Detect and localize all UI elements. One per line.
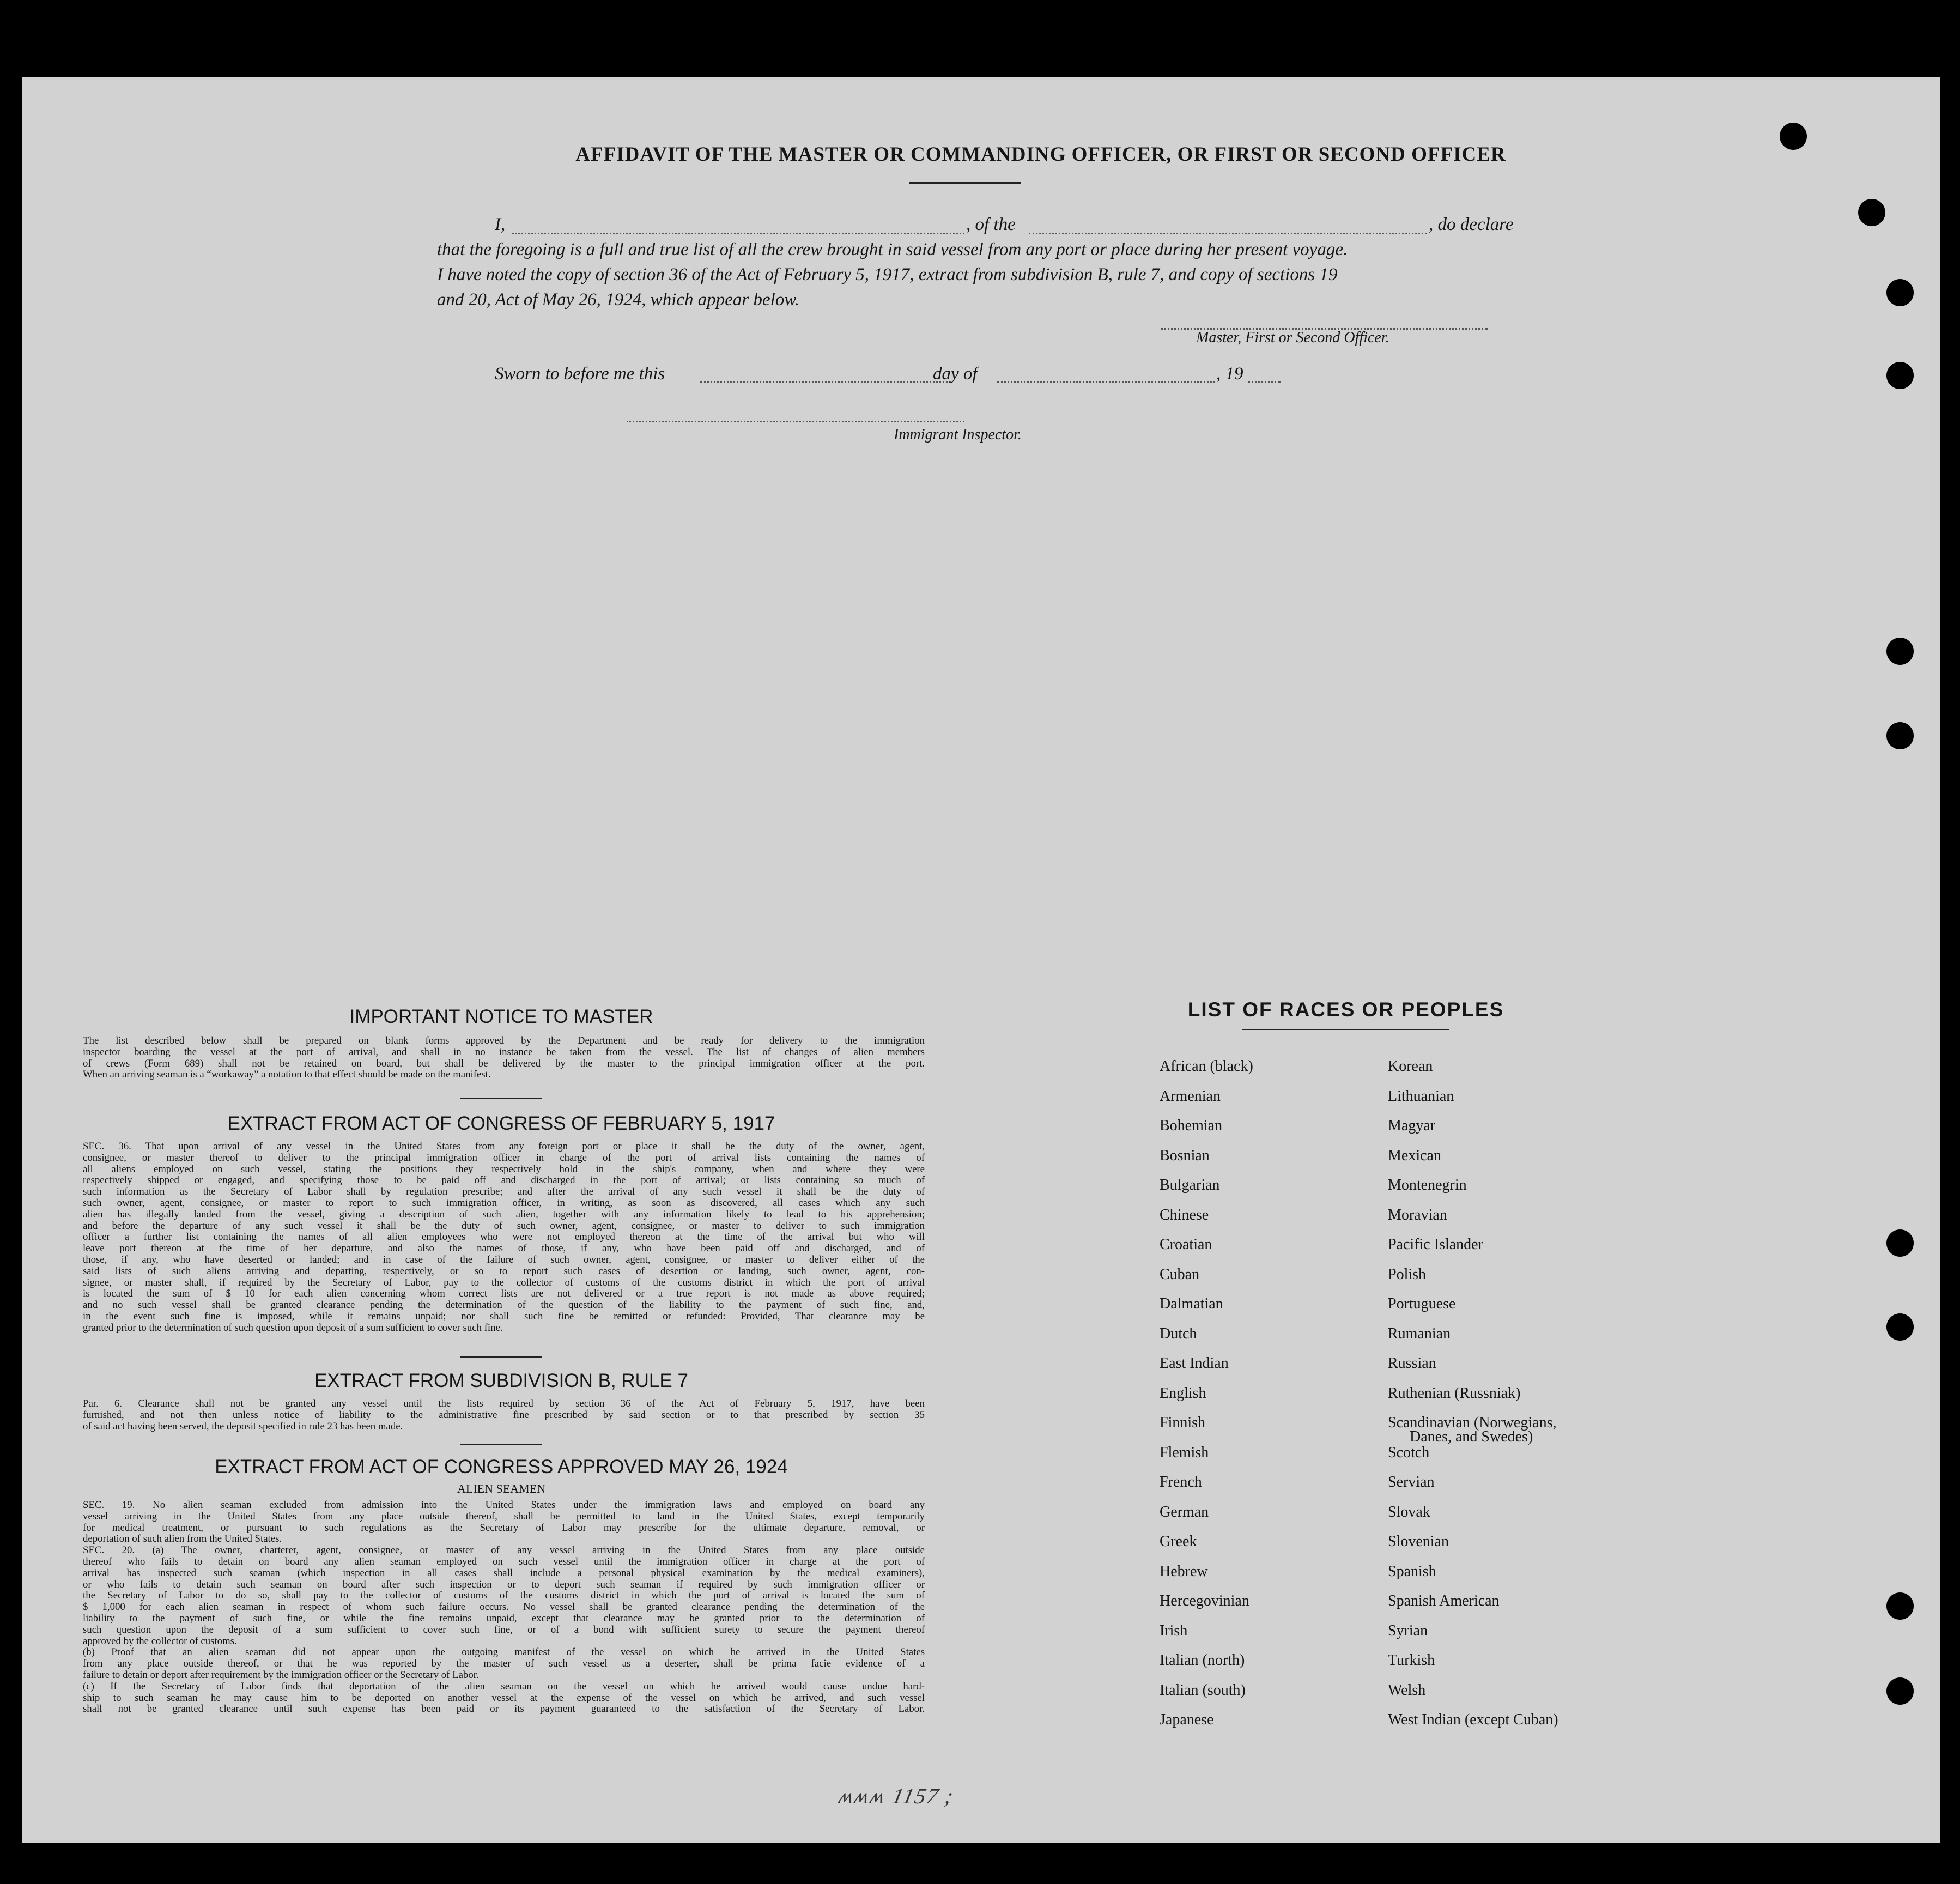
sworn-day-of-label: day of <box>933 364 978 384</box>
text-line: such owner, agent, consignee, or master to report to such immigration officer, in writing, as soon as discovered, all cases which any such <box>83 1197 925 1209</box>
sworn-month-field[interactable] <box>997 381 1215 383</box>
declarant-name-field[interactable] <box>512 233 964 234</box>
race-item: Polish <box>1388 1265 1427 1283</box>
do-declare-label: , do declare <box>1429 215 1514 234</box>
race-item: Finnish <box>1160 1414 1206 1431</box>
sworn-year-label: , 19 <box>1216 364 1243 384</box>
text-line: granted prior to the determination of such question upon deposit of a sum sufficient to cover such fine. <box>83 1322 503 1334</box>
text-line: respectively shipped or engaged, and specifying those to be paid off and discharged in the port of arrival; or lists containing so much of <box>83 1174 925 1186</box>
text-line: is located the sum of $ 10 for each alien concerning whom correct lists are not delivered or a true report is not made as above required; <box>83 1288 925 1300</box>
sworn-prefix: Sworn to before me this <box>495 364 665 384</box>
race-item: Italian (north) <box>1160 1652 1245 1669</box>
text-line: of said act having been served, the deposit specified in rule 23 has been made. <box>83 1420 403 1432</box>
race-item: African (black) <box>1160 1058 1253 1075</box>
race-item: Lithuanian <box>1388 1087 1454 1105</box>
race-item: Italian (south) <box>1160 1681 1246 1699</box>
extract-1917-title: EXTRACT FROM ACT OF CONGRESS OF FEBRUARY 5, 1917 <box>227 1113 775 1134</box>
races-column-2 <box>1388 1058 1558 1742</box>
sworn-year-field[interactable] <box>1248 381 1281 383</box>
text-line: thereof who fails to detain on board any alien seaman employed on such vessel until the immigration officer in charge at the port of <box>83 1555 925 1567</box>
race-item: French <box>1160 1474 1202 1491</box>
race-item: Turkish <box>1388 1652 1435 1669</box>
vessel-name-field[interactable] <box>1029 233 1427 234</box>
affidavit-title: AFFIDAVIT OF THE MASTER OR COMMANDING OFFICER, OR FIRST OR SECOND OFFICER <box>575 143 1506 166</box>
race-item: Greek <box>1160 1533 1197 1550</box>
race-item: Ruthenian (Russniak) <box>1388 1384 1521 1402</box>
form-page <box>22 77 1940 1843</box>
race-item: English <box>1160 1384 1206 1402</box>
text-line: and before the departure of any such vessel it shall be the duty of such owner, agent, consignee, or master to deliver to such immigration <box>83 1220 925 1232</box>
race-item: Flemish <box>1160 1444 1209 1461</box>
declaration-line-2: that the foregoing is a full and true list of all the crew brought in said vessel from any port or place during her present voyage. <box>437 240 1348 259</box>
punch-hole <box>1886 638 1914 665</box>
notice-line: When an arriving seaman is a “workaway” a notation to that effect should be made on the manifest. <box>83 1069 491 1081</box>
text-line: shall not be granted clearance until such expense has been paid or its payment guaranteed to the satisfaction of the Secretary of Labor. <box>83 1703 925 1715</box>
races-column-1 <box>1160 1058 1253 1742</box>
race-item: Servian <box>1388 1474 1435 1491</box>
punch-hole <box>1858 199 1885 226</box>
race-item: Armenian <box>1160 1087 1221 1105</box>
race-item: Magyar <box>1388 1117 1436 1134</box>
inspector-label: Immigrant Inspector. <box>894 426 1022 443</box>
notice-title: IMPORTANT NOTICE TO MASTER <box>349 1006 653 1027</box>
race-item: Irish <box>1160 1622 1188 1639</box>
race-item: Croatian <box>1160 1236 1212 1253</box>
race-item: East Indian <box>1160 1355 1229 1372</box>
extract-rule7-title: EXTRACT FROM SUBDIVISION B, RULE 7 <box>314 1370 688 1391</box>
notice-line: inspector boarding the vessel at the port of arrival, and shall in no instance be taken from the vessel. The list of changes of alien members <box>83 1046 925 1058</box>
scandinavian-continuation: Danes, and Swedes) <box>1410 1428 1533 1445</box>
extract-rule7-body <box>83 1398 925 1432</box>
extract-1917-body <box>83 1141 925 1334</box>
alien-seamen-subtitle: ALIEN SEAMEN <box>457 1482 545 1495</box>
punch-hole <box>1886 1592 1914 1620</box>
section-divider <box>460 1098 542 1099</box>
handwritten-note: ʍʍʍ 1157 ; <box>836 1784 957 1808</box>
declaration-line-3: I have noted the copy of section 36 of the Act of February 5, 1917, extract from subdivision B, rule 7, and copy of sections 19 <box>437 265 1338 284</box>
text-line: alien has illegally landed from the vessel, giving a description of such alien, together with any information likely to lead to his apprehension; <box>83 1208 925 1220</box>
text-line: or who fails to detain such seaman on board after such inspection or to deport such seaman if required by such immigration officer or <box>83 1578 925 1590</box>
text-line: failure to detain or deport after requirement by the immigration officer or the Secretary of Labor. <box>83 1669 479 1681</box>
text-line: arrival has inspected such seaman (which inspection in all cases shall include a personal physical examination by the medical examiners), <box>83 1567 925 1579</box>
text-line: approved by the collector of customs. <box>83 1635 237 1647</box>
text-line: such question upon the deposit of a sum sufficient to cover such fine, or of a bond with sufficient surety to secure the payment thereof <box>83 1623 925 1635</box>
race-item: Slovenian <box>1388 1533 1449 1550</box>
section-divider <box>460 1444 542 1445</box>
text-line: from any place outside thereof, or that he was reported by the master of such vessel as a deserter, shall be prima facie evidence of a <box>83 1658 925 1670</box>
race-item: Japanese <box>1160 1711 1214 1728</box>
punch-hole <box>1780 123 1807 150</box>
text-line: the Secretary of Labor to do so, shall pay to the collector of customs of the customs district in which the port of arrival is located the sum of <box>83 1590 925 1602</box>
race-item: Dutch <box>1160 1325 1197 1342</box>
text-line: leave port thereon at the time of her departure, and also the names of those, if any, who have been paid off and discharged, and of <box>83 1243 925 1255</box>
text-line: and no such vessel shall be granted clearance pending the determination of the question of the liability to the payment of such fine, and, <box>83 1299 925 1311</box>
text-line: SEC. 20. (a) The owner, charterer, agent, consignee, or master of any vessel arriving in the United States from any place outside <box>83 1544 925 1556</box>
text-line: $ 1,000 for each alien seaman in respect of whom such failure occurs. No vessel shall be granted clearance pending the determination of the <box>83 1601 925 1613</box>
text-line: (c) If the Secretary of Labor finds that deportation of the alien seaman on the vessel on which he arrived would cause undue hard- <box>83 1680 925 1692</box>
race-item: Montenegrin <box>1388 1177 1467 1194</box>
punch-hole <box>1886 1229 1914 1257</box>
text-line: said lists of such aliens arriving and departing, respectively, or so to report such cases of desertion or landing, such owner, agent, con- <box>83 1265 925 1277</box>
race-item: Mexican <box>1388 1147 1441 1164</box>
race-item: Scandinavian (Norwegians, <box>1388 1414 1557 1431</box>
race-item: Spanish <box>1388 1562 1436 1580</box>
declarant-prefix: I, <box>495 215 506 234</box>
text-line: furnished, and not then unless notice of liability to the administrative fine prescribed by said section or to that prescribed by section 35 <box>83 1409 925 1421</box>
race-item: Korean <box>1388 1058 1433 1075</box>
inspector-signature-field[interactable] <box>627 421 964 422</box>
race-item: Syrian <box>1388 1622 1428 1639</box>
punch-hole <box>1886 362 1914 389</box>
text-line: SEC. 36. That upon arrival of any vessel in the United States from any foreign port or place it shall be the duty of the owner, agent, <box>83 1141 925 1152</box>
title-underline <box>909 182 1021 184</box>
notice-line: of crews (Form 689) shall not be retained on board, but shall be delivered by the master to the principal immigration officer at the port. <box>83 1057 925 1069</box>
race-item: Bulgarian <box>1160 1177 1220 1194</box>
extract-1924-title: EXTRACT FROM ACT OF CONGRESS APPROVED MAY 26, 1924 <box>215 1456 788 1477</box>
text-line: (b) Proof that an alien seaman did not appear upon the outgoing manifest of the vessel on which he arrived in the United States <box>83 1646 925 1658</box>
punch-hole <box>1886 1677 1914 1705</box>
race-item: Spanish American <box>1388 1592 1500 1609</box>
of-the-label: , of the <box>966 215 1016 234</box>
extract-1924-body <box>83 1500 925 1715</box>
text-line: officer a further list containing the names of all alien employees who were not employed thereon at the time of the arrival but who will <box>83 1231 925 1243</box>
text-line: liability to the payment of such fine, or while the fine remains unpaid, except that clearance may be granted prior to the determination of <box>83 1612 925 1624</box>
race-item: Welsh <box>1388 1681 1426 1699</box>
section-divider <box>460 1356 542 1358</box>
declaration-line-4: and 20, Act of May 26, 1924, which appear below. <box>437 290 800 310</box>
notice-line: The list described below shall be prepared on blank forms approved by the Department and be ready for delivery to the immigration <box>83 1035 925 1046</box>
race-item: Hebrew <box>1160 1562 1208 1580</box>
race-item: Cuban <box>1160 1265 1200 1283</box>
race-item: Portuguese <box>1388 1295 1456 1312</box>
race-item: Scotch <box>1388 1444 1430 1461</box>
text-line: vessel arriving in the United States from any place outside thereof, shall be permitted to land in the United States, except temporarily <box>83 1510 925 1522</box>
text-line: signee, or master shall, if required by the Secretary of Labor, pay to the collector of customs of the customs district in which the port of arrival <box>83 1276 925 1288</box>
race-item: Slovak <box>1388 1503 1430 1520</box>
race-item: German <box>1160 1503 1209 1520</box>
text-line: in the event such fine is imposed, while it remains unpaid; nor shall such fine be remitted or refunded: Provided, That clearance may be <box>83 1310 925 1322</box>
sworn-day-field[interactable] <box>700 381 951 383</box>
races-title: LIST OF RACES OR PEOPLES <box>1187 998 1504 1021</box>
race-item: Pacific Islander <box>1388 1236 1483 1253</box>
race-item: Chinese <box>1160 1206 1209 1223</box>
race-item: West Indian (except Cuban) <box>1388 1711 1558 1728</box>
master-signature-label: Master, First or Second Officer. <box>1196 329 1389 346</box>
text-line: ship to such seaman he may cause him to be deported on another vessel at the expense of the vessel on which he arrived, and such vessel <box>83 1692 925 1704</box>
race-item: Moravian <box>1388 1206 1447 1223</box>
punch-hole <box>1886 279 1914 306</box>
races-underline <box>1242 1029 1449 1030</box>
race-item: Dalmatian <box>1160 1295 1223 1312</box>
race-item: Bosnian <box>1160 1147 1210 1164</box>
text-line: all aliens employed on such vessel, stating the positions they respectively hold in the ship's company, when and where they were <box>83 1163 925 1175</box>
text-line: those, if any, who have deserted or landed; and in case of the failure of such owner, agent, consignee, or master to deliver either of the <box>83 1253 925 1265</box>
notice-body <box>83 1035 925 1081</box>
text-line: SEC. 19. No alien seaman excluded from admission into the United States under the immigration laws and employed on board any <box>83 1499 925 1511</box>
text-line: for medical treatment, or pursuant to such regulations as the Secretary of Labor may prescribe for the ultimate departure, removal, or <box>83 1522 925 1534</box>
text-line: deportation of such alien from the United States. <box>83 1533 282 1545</box>
race-item: Hercegovinian <box>1160 1592 1249 1609</box>
race-item: Rumanian <box>1388 1325 1451 1342</box>
text-line: Par. 6. Clearance shall not be granted any vessel until the lists required by section 36 of the Act of February 5, 1917, have been <box>83 1398 925 1409</box>
punch-hole <box>1886 722 1914 749</box>
text-line: consignee, or master thereof to deliver to the principal immigration officer in charge of the port of arrival lists containing the names of <box>83 1152 925 1164</box>
race-item: Bohemian <box>1160 1117 1223 1134</box>
punch-hole <box>1886 1313 1914 1341</box>
race-item: Russian <box>1388 1355 1436 1372</box>
text-line: such information as the Secretary of Labor shall by regulation prescribe; and after the arrival of any such vessel it shall be the duty of <box>83 1186 925 1198</box>
